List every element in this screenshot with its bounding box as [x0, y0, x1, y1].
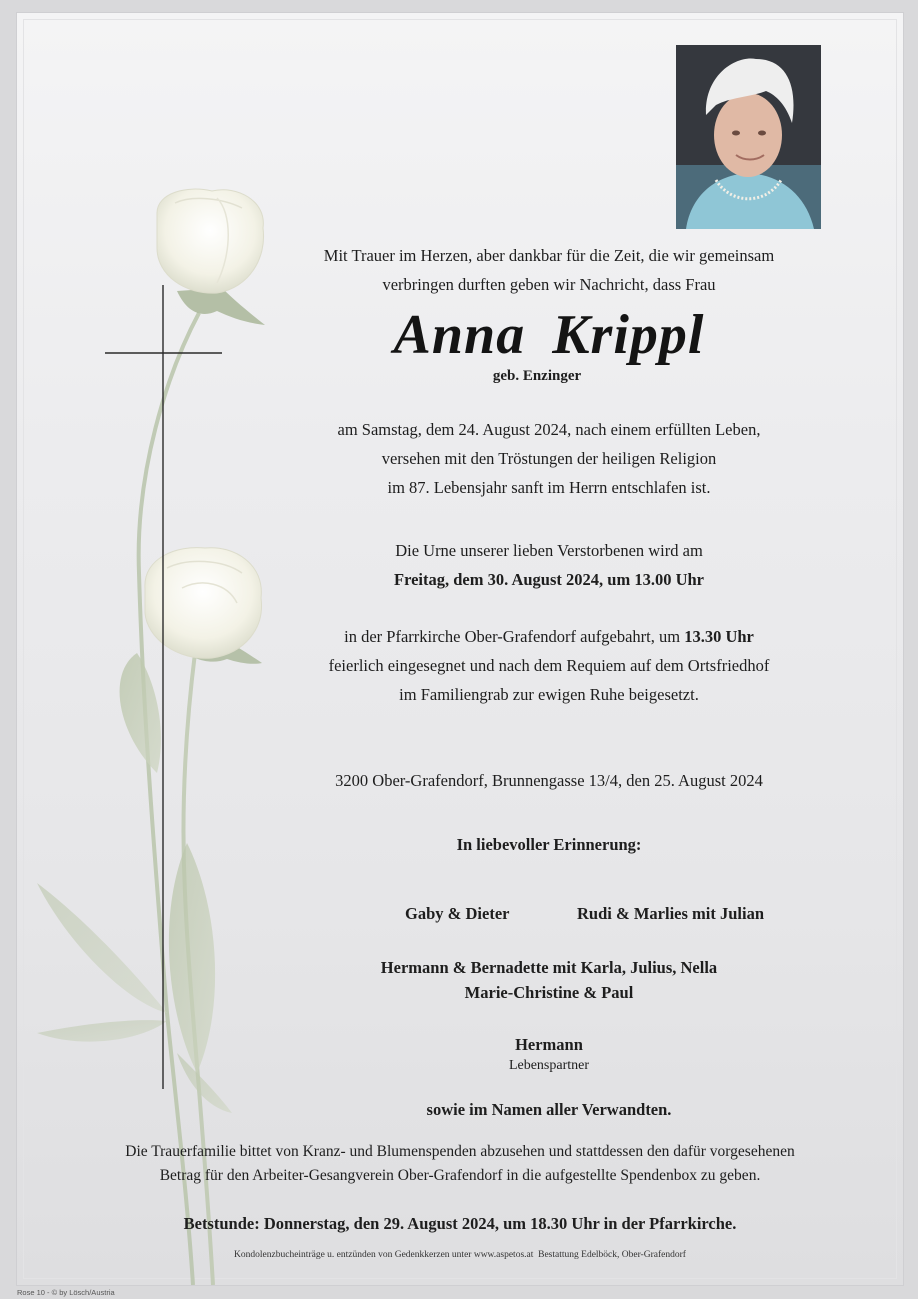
- mourner-pair-left: Gaby & Dieter: [405, 904, 510, 923]
- address-line: 3200 Ober-Grafendorf, Brunnengasse 13/4, den 25. August 2024: [335, 771, 763, 790]
- ceremony-time: 13.30 Uhr: [684, 627, 754, 646]
- death-notice-line-1: am Samstag, dem 24. August 2024, nach einem erfüllten Leben,: [337, 420, 761, 439]
- urn-block: [257, 536, 841, 594]
- ceremony-line-3: im Familiengrab zur ewigen Ruhe beigesetzt.: [399, 685, 699, 704]
- donation-line-1: Die Trauerfamilie bittet von Kranz- und Blumenspenden abzusehen und stattdessen den dafür vorgesehenen: [125, 1143, 795, 1160]
- footer-right: Bestattung Edelböck, Ober-Grafendorf: [538, 1250, 686, 1260]
- death-notice-line-3: im 87. Lebensjahr sanft im Herrn entschlafen ist.: [387, 478, 711, 497]
- mourner-pair-right: Rudi & Marlies mit Julian: [577, 904, 765, 923]
- ceremony-line-1-text: in der Pfarrkirche Ober-Grafendorf aufgebahrt, um: [344, 627, 685, 646]
- birth-name: geb. Enzinger: [492, 368, 582, 384]
- urn-date-line: Freitag, dem 30. August 2024, um 13.00 Uhr: [394, 570, 704, 589]
- prayer-hour: Betstunde: Donnerstag, den 29. August 2024, um 18.30 Uhr in der Pfarrkirche.: [183, 1214, 737, 1233]
- ceremony-line-1: [257, 622, 841, 651]
- ceremony-block: [257, 622, 841, 709]
- urn-line-1: Die Urne unserer lieben Verstorbenen wird am: [395, 541, 703, 560]
- intro-line-2: verbringen durften geben wir Nachricht, dass Frau: [382, 275, 716, 294]
- obituary-sheet: [16, 12, 904, 1286]
- footer: [17, 1250, 903, 1260]
- mourners-line-4: Marie-Christine & Paul: [464, 983, 634, 1002]
- intro-block: [257, 241, 841, 299]
- donation-block: [47, 1140, 873, 1188]
- last-name: Krippl: [552, 304, 705, 366]
- partner-role: Lebenspartner: [508, 1058, 590, 1073]
- partner-name: Hermann: [515, 1035, 583, 1054]
- deceased-name: [257, 303, 841, 367]
- mourners-closing: sowie im Namen aller Verwandten.: [426, 1100, 672, 1119]
- first-name: Anna: [393, 304, 526, 366]
- mourners-line-3: Hermann & Bernadette mit Karla, Julius, Nella: [380, 958, 718, 977]
- intro-line-1: Mit Trauer im Herzen, aber dankbar für die Zeit, die wir gemeinsam: [323, 246, 775, 265]
- death-notice-line-2: versehen mit den Tröstungen der heiligen Religion: [381, 449, 717, 468]
- mourners-family-block: [257, 955, 841, 1005]
- donation-line-2: Betrag für den Arbeiter-Gesangverein Ober-Grafendorf in die aufgestellte Spendenbox zu geben.: [159, 1167, 761, 1184]
- portrait-photo: [676, 45, 821, 229]
- mourners-heading: In liebevoller Erinnerung:: [456, 835, 642, 854]
- footer-left: Kondolenzbucheinträge u. entzünden von Gedenkkerzen unter www.aspetos.at: [234, 1250, 534, 1260]
- ceremony-line-2: feierlich eingesegnet und nach dem Requiem auf dem Ortsfriedhof: [328, 656, 770, 675]
- image-credit: Rose 10 - © by Lösch/Austria: [17, 1288, 115, 1297]
- death-notice-block: [257, 415, 841, 502]
